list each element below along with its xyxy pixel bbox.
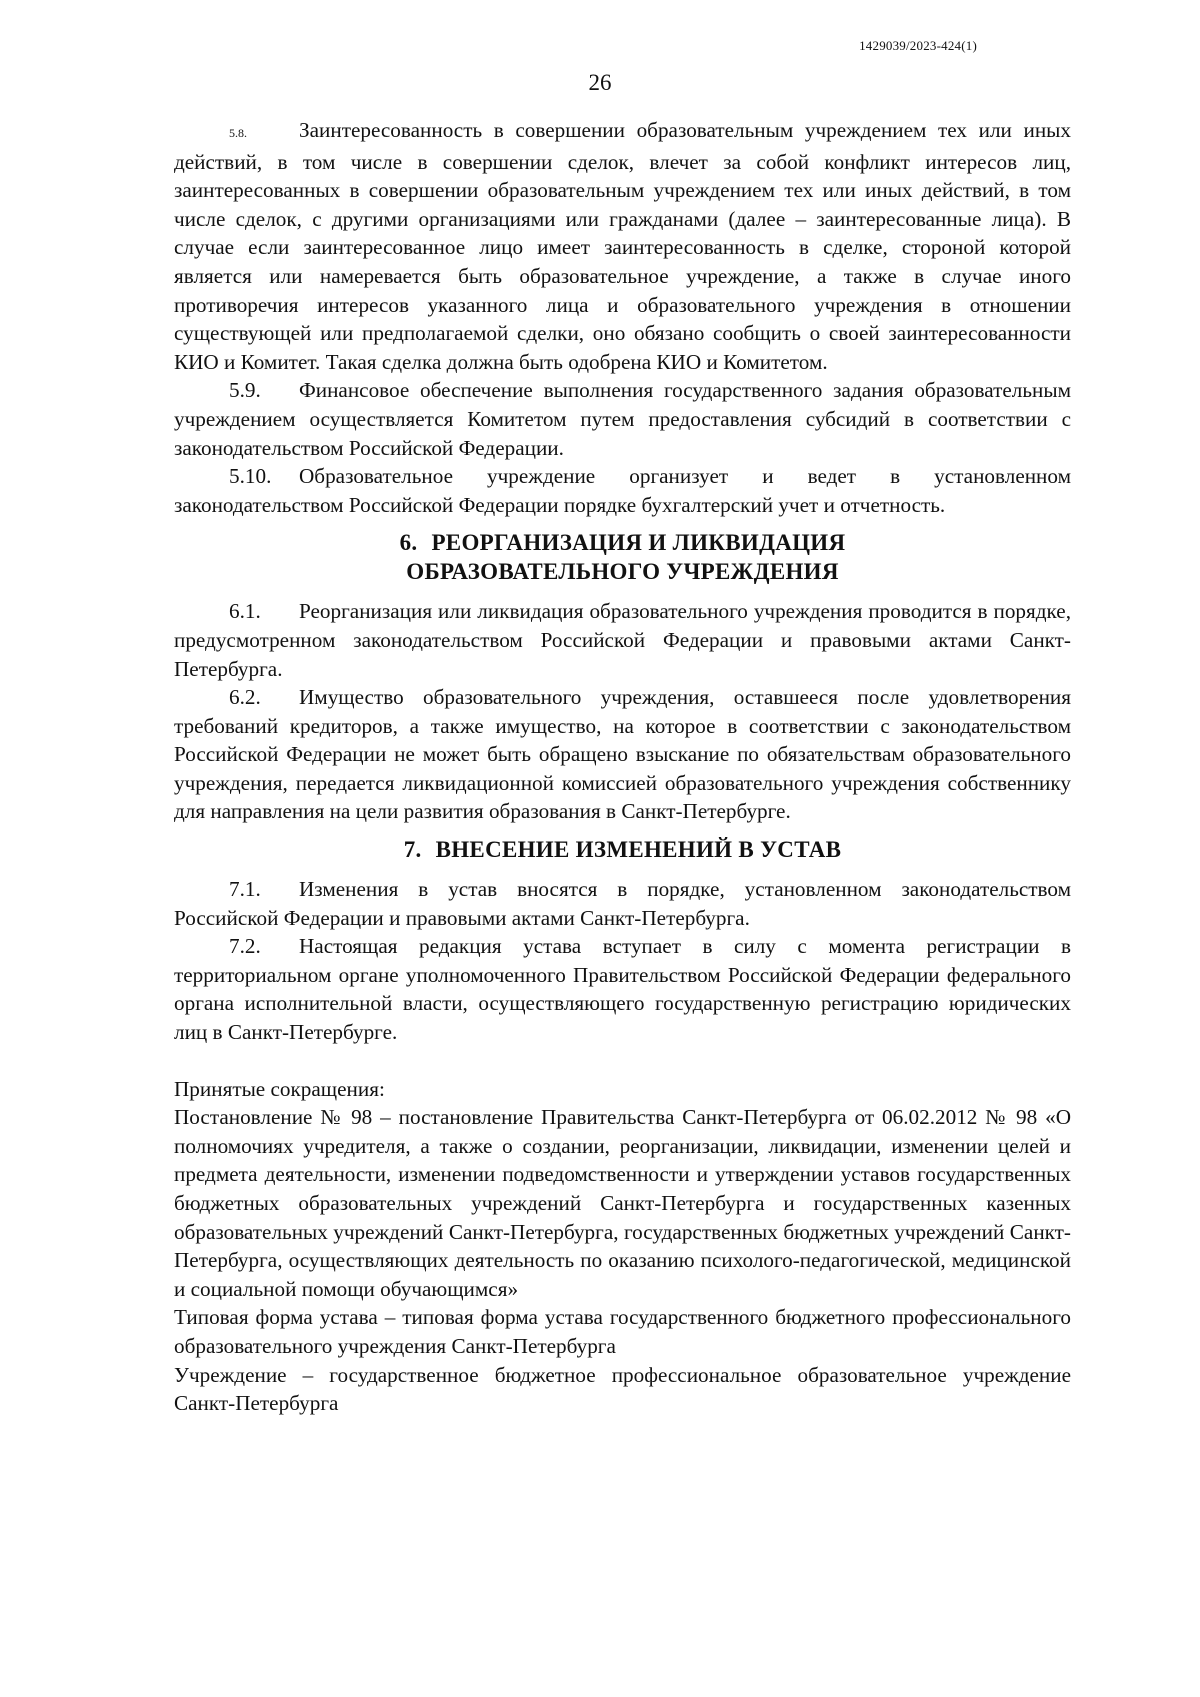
abbreviation-item: Типовая форма устава – типовая форма устава государственного бюджетного профессионального образовательного учреждения Санкт-Петербурга xyxy=(174,1305,1071,1358)
paragraph-number: 6.2. xyxy=(229,685,261,710)
paragraph-5-10 xyxy=(174,462,1071,519)
abbreviation-item: Постановление № 98 – постановление Правительства Санкт-Петербурга от 06.02.2012 № 98 «О полномочиях учредителя, а также о создании, реорганизации, ликвидации, изменении целей и предмета деятельности, изменении подведомственности и утверждении уставов государственных бюджетных образовательных учреждений Санкт-Петербурга и государственных казенных образовательных учреждений Санкт-Петербурга, государственных бюджетных учреждений Санкт-Петербурга, осуществляющих деятельность по оказанию психолого-педагогической, медицинской и социальной помощи обучающимся» xyxy=(174,1105,1071,1301)
section-title-line-1: РЕОРГАНИЗАЦИЯ И ЛИКВИДАЦИЯ xyxy=(431,530,846,556)
section-title: ВНЕСЕНИЕ ИЗМЕНЕНИЙ В УСТАВ xyxy=(435,837,842,863)
paragraph-6-1 xyxy=(174,597,1071,683)
document-id: 1429039/2023-424(1) xyxy=(859,38,977,53)
paragraph-number: 6.1. xyxy=(229,599,261,624)
paragraph-5-9 xyxy=(174,376,1071,462)
paragraph-number: 5.9. xyxy=(229,378,261,403)
section-number: 7. xyxy=(403,837,422,863)
paragraph-5-8 xyxy=(174,116,1071,376)
paragraph-text: Заинтересованность в совершении образовательным учреждением тех или иных действий, в том числе в совершении сделок, влечет за собой конфликт интересов лиц, заинтересованных в совершении образовательным учреждением тех или иных действий, в том числе сделок, с другими организациями или гражданами (далее – заинтересованные лица). В случае если заинтересованное лицо имеет заинтересованность в сделке, стороной которой является или намеревается быть образовательное учреждение, а также в случае иного противоречия интересов указанного лица и образовательного учреждения в отношении существующей или предполагаемой сделки, оно обязано сообщить о своей заинтересованности КИО и Комитет. Такая сделка должна быть одобрена КИО и Комитетом. xyxy=(174,118,1071,374)
paragraph-number: 5.10. xyxy=(229,464,272,489)
paragraph-7-1 xyxy=(174,875,1071,932)
paragraph-number: 7.2. xyxy=(229,934,261,959)
paragraph-text: Настоящая редакция устава вступает в силу с момента регистрации в территориальном органе уполномоченного Правительством Российской Федерации федерального органа исполнительной власти, осуществляющего государственную регистрацию юридических лиц в Санкт-Петербурге. xyxy=(174,934,1071,1045)
paragraph-text: Реорганизация или ликвидация образовательного учреждения проводится в порядке, предусмотренном законодательством Российской Федерации и правовыми актами Санкт-Петербурга. xyxy=(174,599,1071,681)
paragraph-6-2 xyxy=(174,683,1071,826)
paragraph-text: Финансовое обеспечение выполнения государственного задания образовательным учреждением осуществляется Комитетом путем предоставления субсидий в соответствии с законодательством Российской Федерации. xyxy=(174,378,1071,460)
paragraph-number: 7.1. xyxy=(229,877,261,902)
paragraph-number: 5.8. xyxy=(229,126,247,140)
paragraph-text: Образовательное учреждение организует и ведет в установленном законодательством Российской Федерации порядке бухгалтерский учет и отчетность. xyxy=(174,464,1071,517)
section-title-line-2: ОБРАЗОВАТЕЛЬНОГО УЧРЕЖДЕНИЯ xyxy=(406,559,839,585)
section-number: 6. xyxy=(399,530,418,556)
spacer xyxy=(174,1047,1071,1075)
section-heading-7 xyxy=(174,835,1071,864)
page-number: 26 xyxy=(588,70,612,95)
section-heading-6 xyxy=(174,528,1071,586)
paragraph-7-2 xyxy=(174,932,1071,1046)
document-body xyxy=(174,116,1071,1418)
abbreviations-heading: Принятые сокращения: xyxy=(174,1076,385,1101)
paragraph-text: Изменения в устав вносятся в порядке, установленном законодательством Российской Федерации и правовыми актами Санкт-Петербурга. xyxy=(174,877,1071,930)
paragraph-text: Имущество образовательного учреждения, оставшееся после удовлетворения требований кредиторов, а также имущество, на которое в соответствии с законодательством Российской Федерации не может быть обращено взыскание по обязательствам образовательного учреждения, передается ликвидационной комиссией образовательного учреждения собственнику для направления на цели развития образования в Санкт-Петербурге. xyxy=(174,685,1071,824)
abbreviation-item: Учреждение – государственное бюджетное профессиональное образовательное учреждение Санкт-Петербурга xyxy=(174,1362,1071,1416)
